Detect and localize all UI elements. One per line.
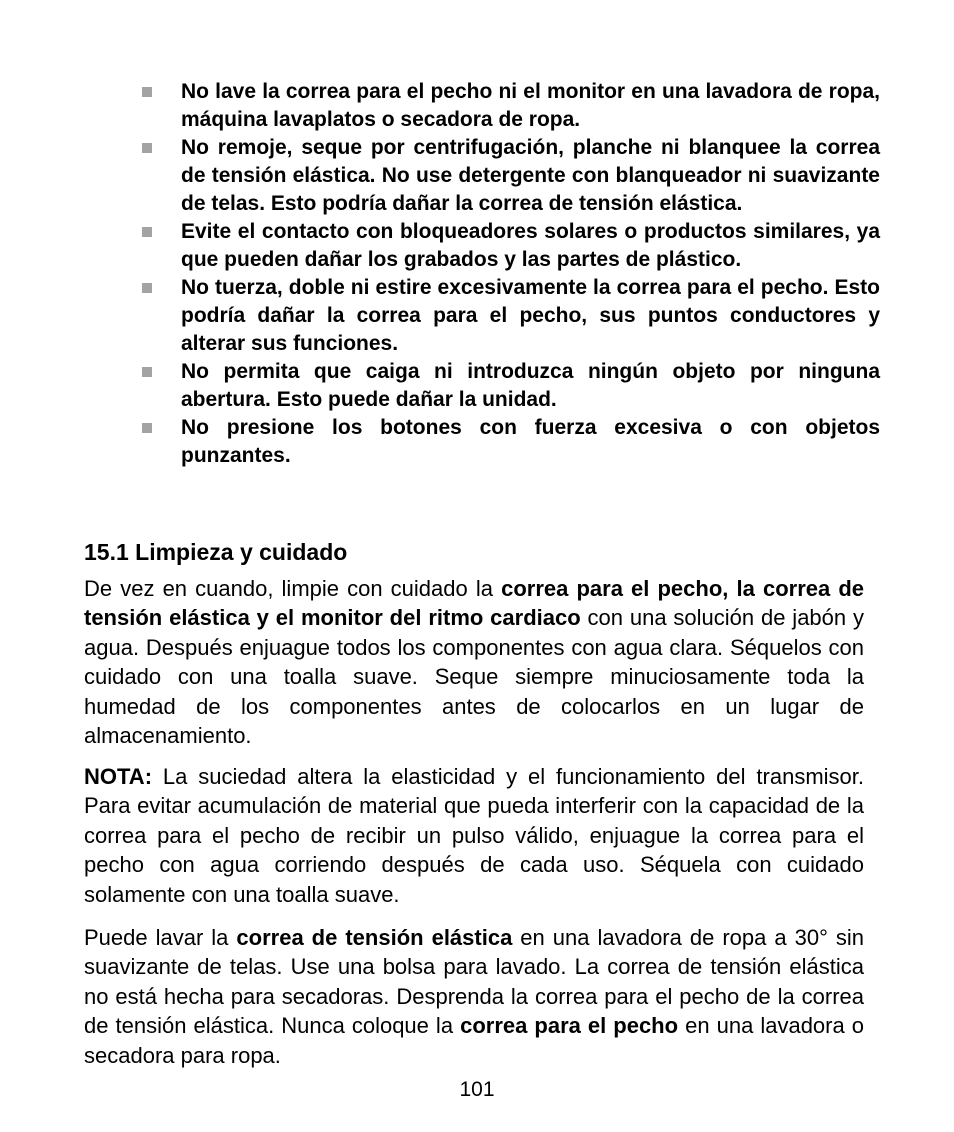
paragraph-text: en una lavadora de ropa a 30° sin suavizante de telas. Use una bolsa para lavado. La correa de tensión elástica no está hecha para secadoras. Desprenda la correa para el pecho de la correa de tensión elástica. Nunca coloque la <box>84 925 864 1039</box>
note-paragraph <box>84 762 864 909</box>
list-item <box>140 414 880 470</box>
paragraph-bold-text: correa de tensión elástica <box>236 925 513 950</box>
paragraph-bold-text: correa para el pecho, la correa de tensión elástica y el monitor del ritmo cardiaco <box>84 576 865 631</box>
square-bullet-icon <box>142 87 152 97</box>
list-item-text: Evite el contacto con bloqueadores solares o productos similares, ya que pueden dañar los grabados y las partes de plástico. <box>181 220 880 271</box>
list-item-text: No presione los botones con fuerza excesiva o con objetos punzantes. <box>181 416 880 467</box>
list-item <box>140 358 880 414</box>
paragraph-bold-text: correa para el pecho <box>460 1013 679 1039</box>
list-item <box>140 134 880 218</box>
list-item-text: No tuerza, doble ni estire excesivamente la correa para el pecho. Esto podría dañar la correa para el pecho, sus puntos conductores y alterar sus funciones. <box>181 276 880 355</box>
list-item <box>140 274 880 358</box>
list-item <box>140 218 880 274</box>
square-bullet-icon <box>142 227 152 237</box>
list-item-text: No remoje, seque por centrifugación, planche ni blanquee la correa de tensión elástica. No use detergente con blanqueador ni suavizante de telas. Esto podría dañar la correa de tensión elástica. <box>181 136 880 215</box>
square-bullet-icon <box>142 367 152 377</box>
washing-paragraph <box>84 923 864 1070</box>
square-bullet-icon <box>142 283 152 293</box>
page-number: 101 <box>459 1078 495 1101</box>
paragraph-text: Puede lavar la <box>84 925 237 950</box>
list-item-text: No lave la correa para el pecho ni el monitor en una lavadora de ropa, máquina lavaplatos o secadora de ropa. <box>181 80 880 131</box>
square-bullet-icon <box>142 423 152 433</box>
cleaning-paragraph <box>84 574 864 750</box>
note-label: NOTA: <box>84 764 153 789</box>
care-warnings-list <box>140 78 880 470</box>
square-bullet-icon <box>142 143 152 153</box>
paragraph-text: en una lavadora o secadora para ropa. <box>84 1013 864 1068</box>
section-heading: 15.1 Limpieza y cuidado <box>84 539 348 565</box>
list-item-text: No permita que caiga ni introduzca ningún objeto por ninguna abertura. Esto puede dañar la unidad. <box>181 360 880 411</box>
list-item <box>140 78 880 134</box>
paragraph-text: con una solución de jabón y agua. Después enjuague todos los componentes con agua clara. Séquelos con cuidado con una toalla suave. Seque siempre minuciosamente toda la humedad de los componentes antes de colocarlos en un lugar de almacenamiento. <box>84 605 864 749</box>
paragraph-text: De vez en cuando, limpie con cuidado la <box>84 576 502 601</box>
paragraph-text: La suciedad altera la elasticidad y el funcionamiento del transmisor. Para evitar acumulación de material que pueda interferir con la capacidad de la correa para el pecho de recibir un pulso válido, enjuague la correa para el pecho con agua corriendo después de cada uso. Séquela con cuidado solamente con una toalla suave. <box>84 764 864 907</box>
